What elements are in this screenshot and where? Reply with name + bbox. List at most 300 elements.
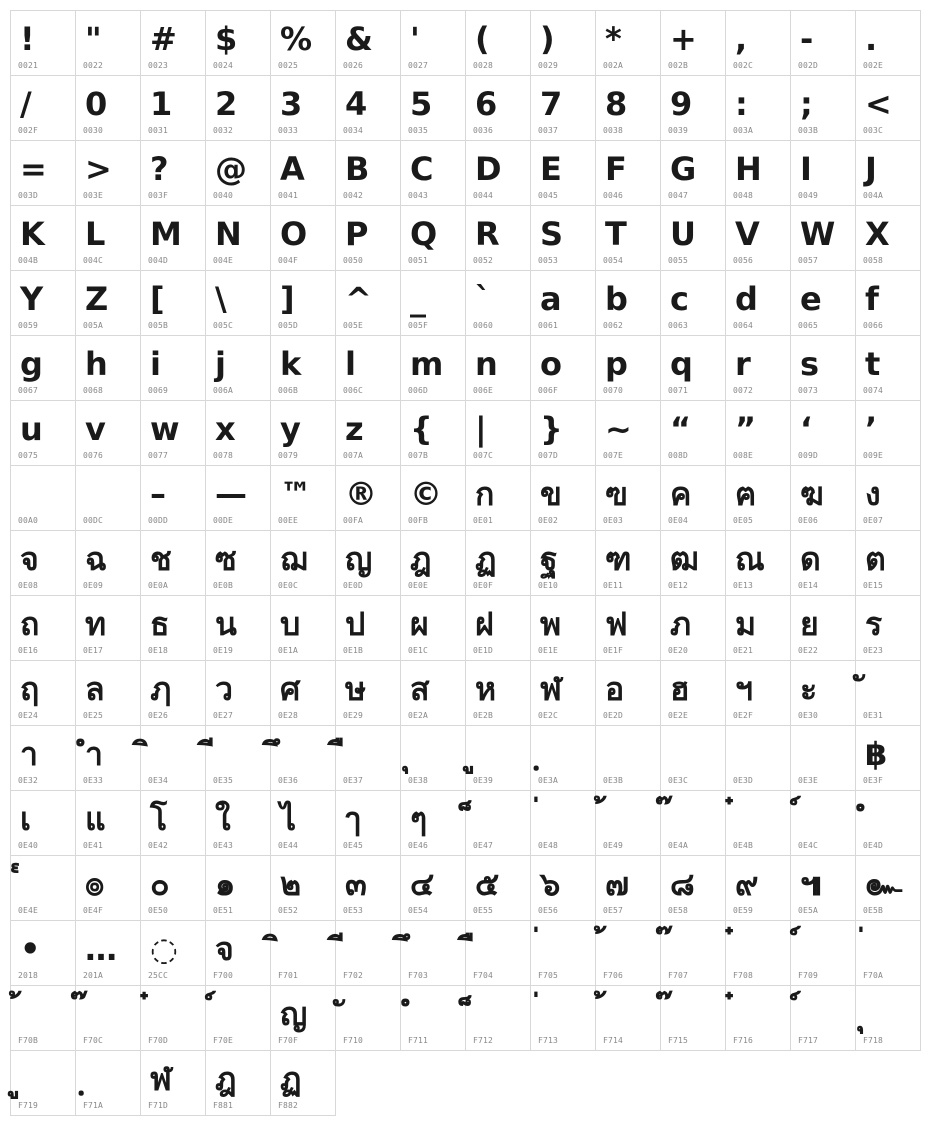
glyph-code: 0E4F [83, 906, 104, 915]
glyph-code: F705 [538, 971, 559, 980]
glyph-cell [401, 206, 466, 271]
glyph-code: 0E1E [538, 646, 559, 655]
glyph-cell [791, 336, 856, 401]
glyph-code: 004A [863, 191, 884, 200]
glyph-cell [11, 531, 76, 596]
glyph-cell [596, 76, 661, 141]
glyph-code: 0046 [603, 191, 624, 200]
glyph-cell [206, 271, 271, 336]
glyph-char: ถ [20, 605, 40, 643]
glyph-char: ย [800, 605, 819, 643]
glyph-char: ก [475, 475, 495, 513]
glyph-char: ง [865, 475, 881, 513]
glyph-char: ใ [215, 800, 231, 838]
glyph-cell [336, 791, 401, 856]
glyph-cell [531, 76, 596, 141]
glyph-cell [661, 336, 726, 401]
glyph-code: 002C [733, 61, 754, 70]
glyph-code: 0E06 [798, 516, 819, 525]
glyph-cell [466, 401, 531, 466]
glyph-cell [401, 271, 466, 336]
glyph-code: 0E07 [863, 516, 884, 525]
glyph-cell [596, 401, 661, 466]
glyph-char: ฿ [865, 735, 888, 773]
glyph-cell [206, 921, 271, 986]
glyph-code: 0060 [473, 321, 494, 330]
glyph-char: 0 [85, 85, 108, 123]
glyph-char: N [215, 215, 242, 253]
glyph-cell [336, 401, 401, 466]
glyph-code: F71A [83, 1101, 104, 1110]
glyph-cell [466, 336, 531, 401]
glyph-code: F71D [148, 1101, 169, 1110]
glyph-code: 006A [213, 386, 234, 395]
glyph-code: 0E08 [18, 581, 39, 590]
glyph-char: บ [280, 605, 301, 643]
glyph-char: 1 [150, 85, 173, 123]
glyph-code: F706 [603, 971, 624, 980]
glyph-cell [726, 531, 791, 596]
glyph-char: ฐ [540, 540, 558, 578]
glyph-cell [141, 401, 206, 466]
glyph-cell [531, 791, 596, 856]
glyph-code: 0E57 [603, 906, 624, 915]
glyph-char: ™ [280, 475, 312, 513]
glyph-code: 0E0C [278, 581, 299, 590]
glyph-code: 0E04 [668, 516, 689, 525]
glyph-char: โ [150, 800, 168, 838]
glyph-code: 0E44 [278, 841, 299, 850]
glyph-cell [141, 531, 206, 596]
glyph-code: 0E3E [798, 776, 819, 785]
glyph-cell [856, 141, 921, 206]
glyph-code: 0E43 [213, 841, 234, 850]
glyph-cell [271, 661, 336, 726]
glyph-cell [141, 336, 206, 401]
glyph-code: 0041 [278, 191, 299, 200]
glyph-cell [856, 466, 921, 531]
glyph-cell [726, 336, 791, 401]
glyph-char: ; [800, 85, 813, 123]
glyph-cell [76, 206, 141, 271]
glyph-cell [401, 921, 466, 986]
glyph-code: 0E5A [798, 906, 819, 915]
glyph-cell [726, 986, 791, 1051]
glyph-code: 005C [213, 321, 234, 330]
glyph-cell [206, 206, 271, 271]
glyph-char: O [280, 215, 308, 253]
glyph-code: 0029 [538, 61, 559, 70]
glyph-cell [271, 921, 336, 986]
glyph-code: 2018 [18, 971, 39, 980]
glyph-code: 0E40 [18, 841, 39, 850]
glyph-char: I [800, 150, 812, 188]
glyph-char: ๚ [800, 865, 822, 903]
glyph-code: 008E [733, 451, 754, 460]
glyph-code: 0E22 [798, 646, 819, 655]
glyph-code: 0076 [83, 451, 104, 460]
glyph-code: 0E16 [18, 646, 39, 655]
glyph-code: 00A0 [18, 516, 39, 525]
glyph-char: e [800, 280, 822, 318]
glyph-cell [401, 791, 466, 856]
glyph-char: " [85, 20, 102, 58]
glyph-code: 007B [408, 451, 429, 460]
glyph-cell [336, 206, 401, 271]
glyph-char: & [345, 20, 373, 58]
glyph-code: 0E42 [148, 841, 169, 850]
glyph-cell [856, 336, 921, 401]
glyph-char: ® [345, 475, 377, 513]
glyph-code: 005A [83, 321, 104, 330]
glyph-char: ญ [345, 540, 373, 578]
glyph-code: 007D [538, 451, 559, 460]
glyph-code: 0E21 [733, 646, 754, 655]
glyph-code: 0E12 [668, 581, 689, 590]
glyph-cell [596, 986, 661, 1051]
glyph-cell [141, 596, 206, 661]
glyph-cell [596, 336, 661, 401]
glyph-cell [856, 726, 921, 791]
glyph-cell [206, 466, 271, 531]
glyph-cell [336, 856, 401, 921]
glyph-cell [401, 856, 466, 921]
glyph-code: 003E [83, 191, 104, 200]
glyph-code: F717 [798, 1036, 819, 1045]
glyph-code: 0E39 [473, 776, 494, 785]
glyph-cell [336, 596, 401, 661]
glyph-cell [76, 596, 141, 661]
glyph-cell [206, 856, 271, 921]
glyph-char: t [865, 345, 881, 383]
glyph-char: จ [215, 930, 234, 968]
glyph-char: D [475, 150, 502, 188]
glyph-code: 0E59 [733, 906, 754, 915]
glyph-char: ฏ [280, 1060, 302, 1098]
glyph-code: 0054 [603, 256, 624, 265]
glyph-cell [141, 921, 206, 986]
glyph-cell [531, 11, 596, 76]
glyph-char: C [410, 150, 434, 188]
glyph-code: 004E [213, 256, 234, 265]
glyph-char: g [20, 345, 43, 383]
glyph-code: 0062 [603, 321, 624, 330]
glyph-code: 0028 [473, 61, 494, 70]
glyph-char: < [865, 85, 892, 123]
glyph-cell [466, 726, 531, 791]
glyph-code: 0E55 [473, 906, 494, 915]
glyph-cell [466, 531, 531, 596]
glyph-code: 0E02 [538, 516, 559, 525]
glyph-code: 0058 [863, 256, 884, 265]
glyph-code: F715 [668, 1036, 689, 1045]
glyph-cell [466, 856, 531, 921]
glyph-char: — [215, 475, 247, 513]
glyph-code: 0E5B [863, 906, 884, 915]
glyph-char: ข [540, 475, 562, 513]
glyph-code: 0E19 [213, 646, 234, 655]
glyph-char: ช [150, 540, 172, 578]
glyph-code: 0051 [408, 256, 429, 265]
glyph-code: 0E30 [798, 711, 819, 720]
glyph-char: ไ [280, 800, 297, 838]
glyph-code: 0073 [798, 386, 819, 395]
glyph-cell [76, 531, 141, 596]
glyph-code: 003D [18, 191, 39, 200]
glyph-cell [271, 141, 336, 206]
glyph-cell [271, 271, 336, 336]
glyph-code: 0E53 [343, 906, 364, 915]
glyph-char: ญ [280, 995, 308, 1033]
glyph-code: 0E3A [538, 776, 559, 785]
glyph-cell [791, 11, 856, 76]
glyph-cell [76, 726, 141, 791]
glyph-char: ำ [85, 735, 103, 773]
glyph-code: 004F [278, 256, 299, 265]
glyph-char: ฦ [150, 670, 172, 708]
glyph-code: 003B [798, 126, 819, 135]
glyph-char: } [540, 410, 563, 448]
glyph-cell [271, 791, 336, 856]
glyph-cell [401, 726, 466, 791]
glyph-char: ๐ [150, 865, 170, 903]
glyph-cell [336, 986, 401, 1051]
glyph-code: 006D [408, 386, 429, 395]
glyph-char: า [20, 735, 38, 773]
glyph-code: 0E2E [668, 711, 689, 720]
glyph-cell [791, 401, 856, 466]
glyph-cell [596, 271, 661, 336]
glyph-cell [466, 76, 531, 141]
glyph-code: 0E41 [83, 841, 104, 850]
glyph-cell [856, 661, 921, 726]
glyph-cell [206, 596, 271, 661]
glyph-code: 007A [343, 451, 364, 460]
glyph-cell [596, 531, 661, 596]
glyph-code: 0078 [213, 451, 234, 460]
glyph-code: 007C [473, 451, 494, 460]
glyph-cell [401, 401, 466, 466]
glyph-char: Y [20, 280, 44, 318]
glyph-cell [726, 856, 791, 921]
glyph-cell [661, 271, 726, 336]
glyph-cell [76, 336, 141, 401]
glyph-cell [466, 596, 531, 661]
glyph-cell [76, 11, 141, 76]
glyph-code: 0039 [668, 126, 689, 135]
glyph-cell [401, 76, 466, 141]
glyph-cell [76, 986, 141, 1051]
glyph-code: 0064 [733, 321, 754, 330]
glyph-cell [596, 596, 661, 661]
glyph-code: 0E11 [603, 581, 624, 590]
glyph-cell [466, 141, 531, 206]
glyph-code: 0022 [83, 61, 104, 70]
glyph-char: @ [215, 150, 247, 188]
glyph-char: 4 [345, 85, 368, 123]
glyph-cell [336, 141, 401, 206]
glyph-code: 0074 [863, 386, 884, 395]
glyph-cell [596, 791, 661, 856]
glyph-code: 0E32 [18, 776, 39, 785]
glyph-cell [401, 661, 466, 726]
glyph-cell [141, 726, 206, 791]
glyph-code: 005D [278, 321, 299, 330]
glyph-cell [726, 141, 791, 206]
glyph-char: ) [540, 20, 555, 58]
glyph-cell [11, 661, 76, 726]
glyph-cell [596, 466, 661, 531]
glyph-char: ' [410, 20, 420, 58]
glyph-code: 0E05 [733, 516, 754, 525]
glyph-code: 0040 [213, 191, 234, 200]
glyph-cell [271, 206, 336, 271]
glyph-char: ภ [670, 605, 692, 643]
glyph-char: F [605, 150, 627, 188]
glyph-char: ฒ [670, 540, 699, 578]
glyph-cell [791, 791, 856, 856]
glyph-cell [271, 596, 336, 661]
glyph-code: F700 [213, 971, 234, 980]
glyph-char: ล [85, 670, 105, 708]
glyph-char: 9 [670, 85, 693, 123]
glyph-char: 6 [475, 85, 498, 123]
glyph-char: { [410, 410, 433, 448]
glyph-cell [336, 76, 401, 141]
glyph-cell [856, 401, 921, 466]
glyph-code: 0E03 [603, 516, 624, 525]
glyph-cell [271, 986, 336, 1051]
glyph-cell [791, 921, 856, 986]
glyph-char: ท [85, 605, 107, 643]
glyph-char: Q [410, 215, 438, 253]
glyph-char: E [540, 150, 562, 188]
glyph-cell [661, 661, 726, 726]
glyph-code: 0E56 [538, 906, 559, 915]
glyph-code: 0E48 [538, 841, 559, 850]
glyph-cell [271, 726, 336, 791]
glyph-char: ฟ [605, 605, 628, 643]
glyph-cell [596, 921, 661, 986]
glyph-char: ต [865, 540, 886, 578]
glyph-char: 7 [540, 85, 563, 123]
glyph-cell [466, 986, 531, 1051]
glyph-code: 0044 [473, 191, 494, 200]
glyph-code: 0E4B [733, 841, 754, 850]
glyph-cell [531, 466, 596, 531]
glyph-char: h [85, 345, 108, 383]
glyph-code: 005B [148, 321, 169, 330]
glyph-char: ฎ [215, 1060, 237, 1098]
glyph-code: 0027 [408, 61, 429, 70]
glyph-cell [271, 401, 336, 466]
glyph-code: F711 [408, 1036, 429, 1045]
glyph-cell [596, 206, 661, 271]
glyph-cell [466, 271, 531, 336]
glyph-cell [596, 661, 661, 726]
glyph-cell [661, 401, 726, 466]
glyph-cell [856, 856, 921, 921]
glyph-cell [271, 1051, 336, 1116]
glyph-cell [141, 271, 206, 336]
glyph-code: 0055 [668, 256, 689, 265]
glyph-code: 0E37 [343, 776, 364, 785]
glyph-code: 0059 [18, 321, 39, 330]
glyph-char: ๏ [85, 865, 105, 903]
glyph-cell [791, 141, 856, 206]
glyph-cell [271, 531, 336, 596]
glyph-code: 0E27 [213, 711, 234, 720]
glyph-cell [466, 791, 531, 856]
glyph-char: [ [150, 280, 165, 318]
glyph-cell [791, 531, 856, 596]
glyph-code: 003F [148, 191, 169, 200]
glyph-code: F718 [863, 1036, 884, 1045]
glyph-code: F714 [603, 1036, 624, 1045]
glyph-cell [206, 791, 271, 856]
glyph-cell [141, 76, 206, 141]
glyph-char: • [20, 930, 41, 968]
glyph-cell [596, 141, 661, 206]
glyph-char: ฝ [475, 605, 494, 643]
glyph-cell [791, 271, 856, 336]
glyph-code: 0E36 [278, 776, 299, 785]
glyph-code: 0035 [408, 126, 429, 135]
glyph-code: 0E0E [408, 581, 429, 590]
glyph-cell [531, 271, 596, 336]
glyph-cell [856, 791, 921, 856]
glyph-char: ( [475, 20, 490, 58]
glyph-char: H [735, 150, 762, 188]
glyph-code: 0045 [538, 191, 559, 200]
glyph-code: 0E28 [278, 711, 299, 720]
glyph-cell [726, 11, 791, 76]
glyph-code: 0E3C [668, 776, 689, 785]
glyph-cell [11, 596, 76, 661]
glyph-code: 005F [408, 321, 429, 330]
glyph-code: 0E1D [473, 646, 494, 655]
glyph-code: 0071 [668, 386, 689, 395]
glyph-char: ะ [800, 670, 818, 708]
glyph-cell [336, 11, 401, 76]
glyph-cell [791, 726, 856, 791]
glyph-code: 006F [538, 386, 559, 395]
glyph-code: 0057 [798, 256, 819, 265]
glyph-code: 007E [603, 451, 624, 460]
glyph-char: T [605, 215, 627, 253]
glyph-char: ๒ [280, 865, 302, 903]
glyph-cell [11, 1051, 76, 1116]
glyph-code: 0077 [148, 451, 169, 460]
glyph-char: ณ [735, 540, 765, 578]
glyph-code: 0E1F [603, 646, 624, 655]
glyph-code: 00DE [213, 516, 234, 525]
glyph-char: ~ [605, 410, 632, 448]
glyph-code: 0E2A [408, 711, 429, 720]
glyph-code: 0E46 [408, 841, 429, 850]
glyph-char: . [865, 20, 878, 58]
glyph-char: w [150, 410, 180, 448]
glyph-cell [11, 76, 76, 141]
glyph-code: 0034 [343, 126, 364, 135]
glyph-cell [11, 986, 76, 1051]
glyph-cell [856, 986, 921, 1051]
glyph-code: 25CC [148, 971, 169, 980]
glyph-code: 0069 [148, 386, 169, 395]
glyph-char: k [280, 345, 302, 383]
glyph-cell [661, 856, 726, 921]
glyph-code: 0E50 [148, 906, 169, 915]
